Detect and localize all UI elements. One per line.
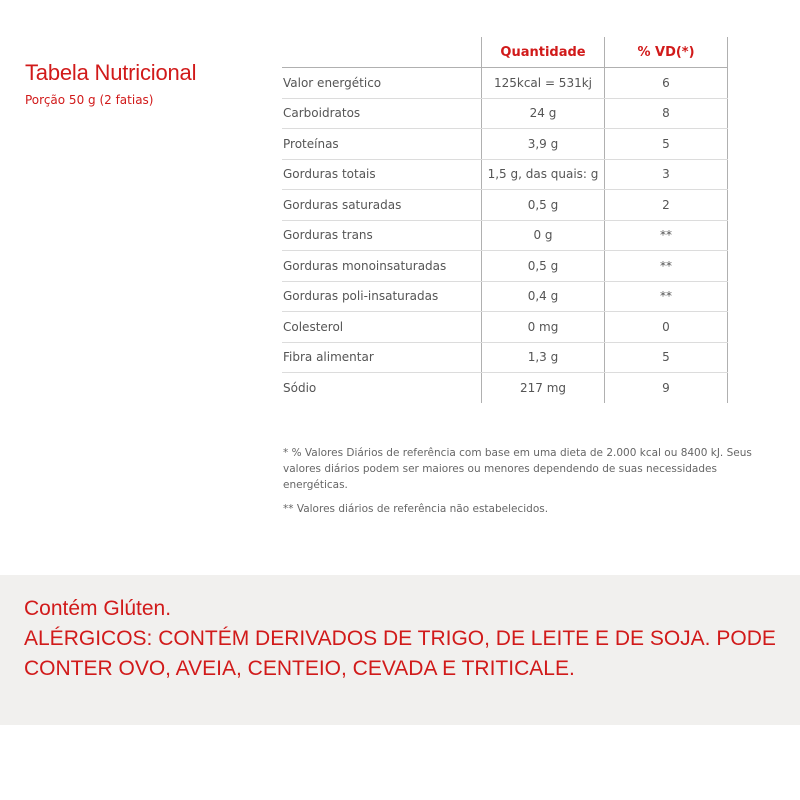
footnote-not-established: ** Valores diários de referência não estabelecidos. (283, 503, 549, 515)
nutrient-quantity: 1,5 g, das quais: g (482, 159, 605, 190)
nutrient-daily-value: ** (605, 281, 728, 312)
nutrient-name: Carboidratos (282, 98, 482, 129)
table-row (282, 251, 728, 282)
table-row (282, 312, 728, 343)
table-row (282, 373, 728, 403)
nutrient-quantity: 24 g (482, 98, 605, 129)
nutrient-quantity: 0,5 g (482, 190, 605, 221)
nutrient-name: Colesterol (282, 312, 482, 343)
gluten-notice: Contém Glúten. (24, 597, 172, 620)
table-row (282, 129, 728, 160)
allergen-line-1: ALÉRGICOS: CONTÉM DERIVADOS DE TRIGO, DE LEITE E DE SOJA. PODE (24, 627, 776, 650)
nutrient-quantity: 0 mg (482, 312, 605, 343)
nutrient-daily-value: 5 (605, 342, 728, 373)
nutrient-daily-value: 0 (605, 312, 728, 343)
nutrient-daily-value: 2 (605, 190, 728, 221)
nutrition-table (282, 37, 728, 403)
nutrient-daily-value: 5 (605, 129, 728, 160)
nutrient-quantity: 0 g (482, 220, 605, 251)
header-daily-value: % VD(*) (605, 37, 728, 68)
nutrient-daily-value: ** (605, 251, 728, 282)
portion-size: Porção 50 g (2 fatias) (25, 93, 154, 107)
nutrient-daily-value: 9 (605, 373, 728, 403)
nutrient-daily-value: ** (605, 220, 728, 251)
nutrient-quantity: 217 mg (482, 373, 605, 403)
nutrient-quantity: 3,9 g (482, 129, 605, 160)
nutrient-name: Proteínas (282, 129, 482, 160)
nutrient-name: Gorduras trans (282, 220, 482, 251)
table-row (282, 190, 728, 221)
table-row (282, 68, 728, 99)
table-row (282, 98, 728, 129)
header-quantity: Quantidade (482, 37, 605, 68)
page-title: Tabela Nutricional (25, 60, 197, 85)
nutrient-name: Fibra alimentar (282, 342, 482, 373)
nutrient-name: Gorduras poli-insaturadas (282, 281, 482, 312)
table-row (282, 281, 728, 312)
nutrient-daily-value: 8 (605, 98, 728, 129)
table-row (282, 159, 728, 190)
footnote-daily-values: * % Valores Diários de referência com base em uma dieta de 2.000 kcal ou 8400 kJ. Seus valores diários podem ser maiores ou menores dependendo de suas necessidades energéticas. (283, 447, 752, 491)
nutrient-name: Gorduras totais (282, 159, 482, 190)
allergen-line-2: CONTER OVO, AVEIA, CENTEIO, CEVADA E TRITICALE. (24, 657, 575, 680)
footnotes (283, 445, 783, 525)
nutrient-daily-value: 6 (605, 68, 728, 99)
nutrient-quantity: 0,4 g (482, 281, 605, 312)
header-name (282, 37, 482, 68)
nutrient-quantity: 0,5 g (482, 251, 605, 282)
nutrient-quantity: 1,3 g (482, 342, 605, 373)
table-header-row (282, 37, 728, 68)
nutrient-quantity: 125kcal = 531kj (482, 68, 605, 99)
nutrient-daily-value: 3 (605, 159, 728, 190)
nutrient-name: Sódio (283, 380, 317, 395)
table-row (282, 220, 728, 251)
nutrient-name: Gorduras monoinsaturadas (282, 251, 482, 282)
nutrient-name: Valor energético (282, 68, 482, 99)
nutrient-name: Gorduras saturadas (282, 190, 482, 221)
table-row (282, 342, 728, 373)
allergen-warning (24, 594, 794, 684)
